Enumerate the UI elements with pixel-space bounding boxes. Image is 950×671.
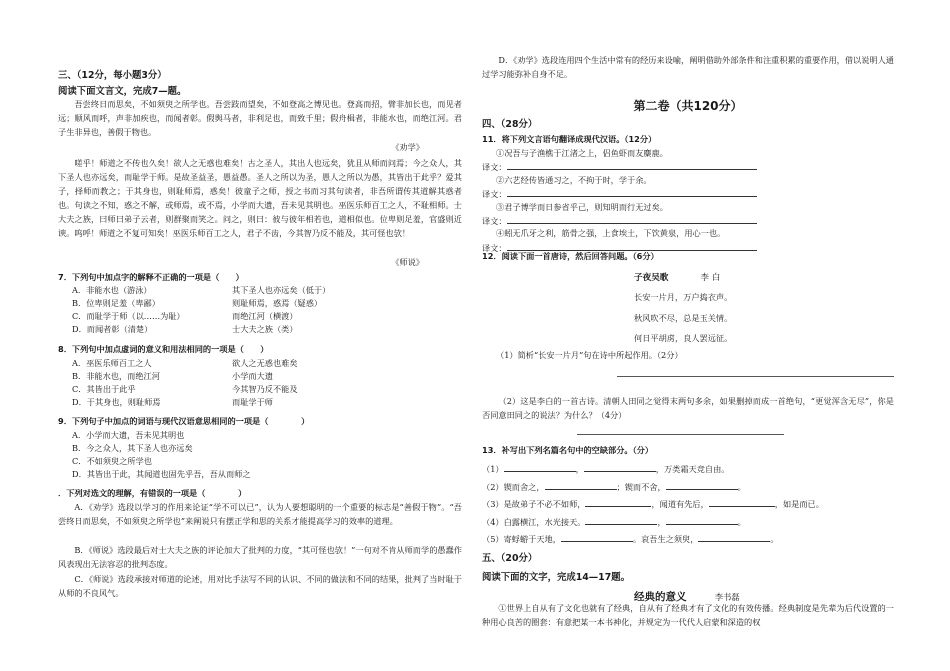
question-10-option-d: D．《劝学》选段连用四个生活中常有的经历来设喻，阐明借助外部条件和注重积累的重要作用，借以说明人通过学习能弥补自身不足。 <box>482 55 894 79</box>
option-row <box>58 383 462 396</box>
shishuo-source: 《师说》 <box>391 257 424 267</box>
blank-prefix: （4）白露横江，水光接天。 <box>482 516 586 527</box>
option-row <box>58 396 462 409</box>
blank-suffix: ，如是而已。 <box>774 499 824 509</box>
option-row <box>58 357 462 370</box>
question-12-stem: 12．阅读下面一首唐诗，然后回答问题。（6分） <box>482 251 659 261</box>
right-column <box>482 0 894 671</box>
answer-blank[interactable] <box>507 214 757 224</box>
question-8-stem: 8．下列句中加点虚词的意义和用法相同的一项是（ ） <box>58 344 269 354</box>
answer-blank[interactable] <box>507 160 757 170</box>
blank-1[interactable] <box>585 515 657 525</box>
poem-author: 李 白 <box>700 273 721 283</box>
option-b: 小学而大遗 <box>232 371 273 381</box>
blank-middle: ；锲而不舍， <box>616 481 666 492</box>
option-b: 则耻师焉，惑焉（疑惑） <box>232 298 323 308</box>
option-b: 其下圣人也亦远矣（低于） <box>232 285 331 295</box>
poem-title <box>634 271 894 283</box>
answer-label: 译文： <box>482 162 507 173</box>
question-9-options <box>58 429 462 481</box>
answer-rule[interactable] <box>577 434 784 435</box>
left-column <box>58 0 462 671</box>
section-3-heading: 三、（12分，每小题3分） <box>58 70 167 81</box>
blank-middle: 。哀吾生之须臾， <box>632 534 699 544</box>
option-a: C．而耻学于师（以……为耻） <box>72 311 185 321</box>
blank-middle: ， <box>657 516 666 527</box>
blank-middle: ，闻道有先后， <box>651 499 709 509</box>
blank-suffix: 。 <box>770 534 779 544</box>
question-7-stem: 7．下列句中加点字的解释不正确的一项是（ ） <box>58 272 244 282</box>
option-row <box>58 297 462 310</box>
blank-prefix: （1） <box>482 464 504 474</box>
question-10-option-c: C．《师说》选段承接对师道的论述，用对比手法写不同的认识、不同的做法和不同的结果，批判了当时耻于从师的不良风气。 <box>58 574 462 598</box>
option-row <box>58 442 462 455</box>
option-row <box>58 468 462 481</box>
translation-item: ④蚓无爪牙之利，筋骨之强，上食埃土，下饮黄泉，用心一也。 <box>496 228 726 239</box>
fill-blank-item <box>482 531 894 549</box>
article-paragraph-1: ①世界上自从有了文化也就有了经典，自从有了经典才有了文化的有效传播。经典制度是先辈为后代设置的一种用心良苦的圈套：有意把某一本书神化，并规定为一代代人启蒙和深造的权 <box>482 603 894 627</box>
blank-2[interactable] <box>666 515 738 525</box>
question-13-items <box>482 461 894 549</box>
article-title: 经典的意义 <box>634 591 687 603</box>
option-d: D．其皆出于此，其闻道也固先乎吾，吾从而师之 <box>72 469 251 479</box>
option-a: A．巫医乐师百工之人 <box>72 358 152 368</box>
blank-suffix: 。 <box>737 481 746 492</box>
blank-2[interactable] <box>698 532 770 542</box>
blank-2[interactable] <box>584 462 656 472</box>
option-a: B．位卑则足羞（卑鄙） <box>72 298 160 308</box>
reading-instruction: 阅读下面文言文，完成7—题。 <box>58 86 187 97</box>
option-a: D．而闻者彰（清楚） <box>72 324 153 334</box>
poem-title-text: 子夜吴歌 <box>634 273 669 283</box>
option-row <box>58 323 462 336</box>
question-12-sub1: （1）简析“长安一片月”句在诗中所起作用。（2分） <box>496 350 683 360</box>
fill-blank-item <box>482 461 894 479</box>
poem-line: 何日平胡虏，良人罢远征。 <box>634 333 733 343</box>
option-c: C．不如须臾之所学也 <box>72 456 152 466</box>
quanxue-source: 《劝学》 <box>391 142 424 152</box>
blank-2[interactable] <box>709 497 775 507</box>
answer-label: 译文： <box>482 189 507 200</box>
answer-label: 译文： <box>482 215 507 226</box>
part-2-title: 第二卷（共120分） <box>633 99 743 113</box>
option-b: 而绝江河（横渡） <box>232 311 298 321</box>
question-9-stem: 9．下列句子中加点的词语与现代汉语意思相同的一项是（ ） <box>58 416 310 426</box>
option-a: C．其皆出于此乎 <box>72 384 136 394</box>
blank-prefix: （3）是故弟子不必不如师， <box>482 499 586 509</box>
question-8-options <box>58 357 462 409</box>
fill-blank-item <box>482 514 894 532</box>
blank-prefix: （2）锲而舍之， <box>482 481 545 492</box>
shishuo-passage: 嗟乎！师道之不传也久矣！欲人之无惑也难矣！古之圣人，其出人也远矣，犹且从师而问焉；今之众人，其下圣人也亦远矣，而耻学于师。是故圣益圣，愚益愚。圣人之所以为圣，愚人之所以为愚，其皆出于此乎？爱其子，择师而教之；于其身也，则耻师焉，惑矣！彼童子之师，授之书而习其句读者，非吾所谓传其道解其惑者也。句读之不知，惑之不解，或师焉，或不焉，小学而大遗，吾未见其明也。巫医乐师百工之人，不耻相师。士大夫之族，曰师曰弟子云者，则群聚而笑之。问之，则曰：彼与彼年相若也，道相似也。位卑则足羞，官盛则近谀。呜呼！师道之不复可知矣！巫医乐师百工之人，君子不齿，今其智乃反不能及，其可怪也欤！ <box>58 158 462 238</box>
option-a: D．于其身也，则耻师焉 <box>72 397 161 407</box>
option-row <box>58 429 462 442</box>
blank-middle: ， <box>575 464 584 474</box>
option-row <box>58 310 462 323</box>
blank-1[interactable] <box>561 532 633 542</box>
option-b: 而耻学于师 <box>232 397 273 407</box>
blank-suffix: 。 <box>737 516 746 527</box>
blank-2[interactable] <box>666 480 738 490</box>
option-row <box>58 284 462 297</box>
answer-line <box>482 214 894 227</box>
blank-1[interactable] <box>585 497 651 507</box>
option-b: 士大夫之族（类） <box>232 324 298 334</box>
answer-blank[interactable] <box>507 241 757 251</box>
translation-item: ②六艺经传皆通习之，不拘于时，学于余。 <box>496 174 652 185</box>
answer-line <box>482 187 894 200</box>
section-4-heading: 四、（28分） <box>482 119 538 130</box>
option-a: A．小学而大遗，吾未见其明也 <box>72 430 185 440</box>
option-a: A．非能水也（游泳） <box>72 285 152 295</box>
reading-instruction-2: 阅读下面的文字，完成14—17题。 <box>482 572 630 583</box>
answer-line <box>482 160 894 173</box>
answer-blank[interactable] <box>507 187 757 197</box>
option-b: 欲人之无惑也难矣 <box>232 358 298 368</box>
option-a: B．非能水也，而绝江河 <box>72 371 160 381</box>
option-row <box>58 455 462 468</box>
option-row <box>58 370 462 383</box>
blank-1[interactable] <box>545 480 617 490</box>
poem-body <box>634 287 894 349</box>
question-10-option-a: A．《劝学》选段以学习的作用来论证“学不可以已”，认为人要想聪明的一个重要的标志是“善假于物”。“吾尝终日而思矣，不如须臾之所学也”来阐说只有摆正学和思的关系才能提高学习的效率的道理。 <box>58 502 462 526</box>
poem-line: 长安一片月，万户捣衣声。 <box>634 292 733 302</box>
answer-label: 译文： <box>482 242 507 253</box>
question-13-stem: 13．补写出下列名篇名句中的空缺部分。（分） <box>482 445 654 455</box>
translation-item: ③君子博学而日参省乎己，则知明而行无过矣。 <box>496 201 668 212</box>
question-11-stem: 11．将下列文言语句翻译成现代汉语。（12分） <box>482 134 657 144</box>
option-b: B．今之众人，其下圣人也亦远矣 <box>72 443 193 453</box>
poem-line: 秋风吹不尽，总是玉关情。 <box>634 312 733 323</box>
article-author: 李书磊 <box>714 592 740 602</box>
question-11-items <box>482 147 894 254</box>
blank-1[interactable] <box>504 462 576 472</box>
question-10-stem: ．下列对选文的理解，有错误的一项是（ ） <box>58 488 247 498</box>
answer-rule[interactable] <box>617 376 894 377</box>
translation-item: ①况吾与子渔樵于江渚之上，侣鱼虾而友麋鹿。 <box>496 148 668 158</box>
question-10-option-b: B．《师说》选段最后对士大夫之族的评论加大了批判的力度，“其可怪也欤！”一句对不肯从师而学的愚蠢作风表现出无法容忍的批判态度。 <box>58 545 462 569</box>
fill-blank-item <box>482 479 894 497</box>
blank-suffix: ，万类霜天竞自由。 <box>655 464 730 474</box>
option-b: 今其智乃反不能及 <box>232 384 298 394</box>
blank-prefix: （5）寄蜉蝣于天地， <box>482 534 561 544</box>
fill-blank-item <box>482 496 894 514</box>
quanxue-passage: 吾尝终日而思矣，不如须臾之所学也。吾尝跂而望矣，不如登高之博见也。登高而招，臂非加长也，而见者远；顺风而呼，声非加疾也，而闻者彰。假舆马者，非利足也，而致千里；假舟楫者，非能水也，而绝江河。君子生非异也，善假于物也。 <box>58 99 462 137</box>
question-7-options <box>58 284 462 336</box>
question-12-sub2: （2）这是李白的一首古诗。清朝人田同之觉得末两句多余，如果删掉而成一首绝句，“更觉浑含无尽”，你是否同意田同之的说法？为什么？（4分） <box>482 396 894 420</box>
section-5-heading: 五、（20分） <box>482 553 538 564</box>
